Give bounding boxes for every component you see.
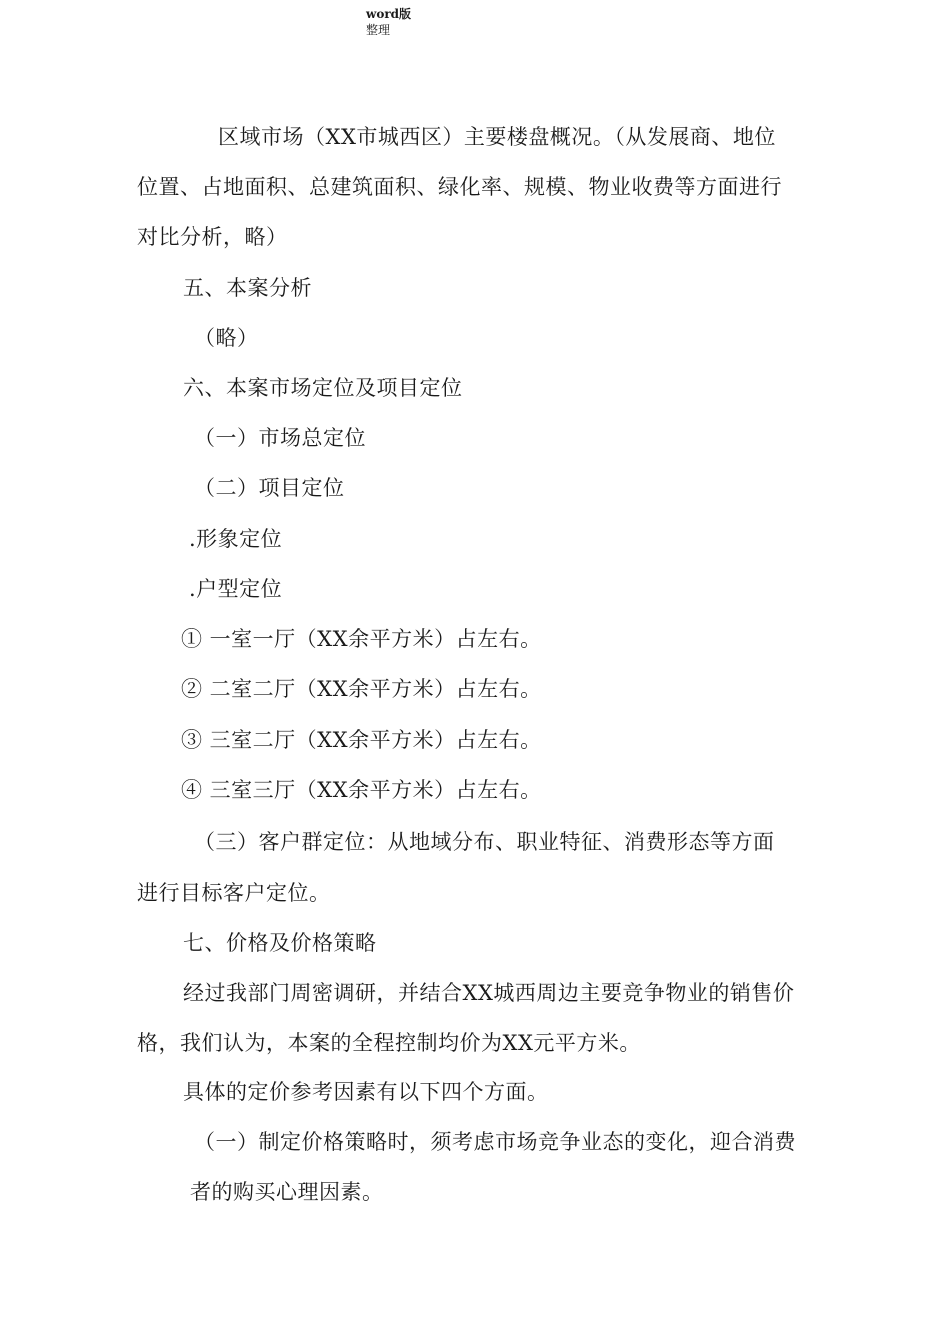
- paragraph-line: 区域市场（XX市城西区）主要楼盘概况。（从发展商、地位: [218, 125, 776, 149]
- list-item: ④ 三室三厅（XX余平方米）占左右。: [181, 778, 542, 802]
- section-heading: 五、本案分析: [183, 276, 312, 300]
- paragraph-line: 者的购买心理因素。: [190, 1180, 384, 1204]
- section-heading: 七、价格及价格策略: [183, 931, 377, 955]
- header-line-1: word版: [366, 7, 412, 21]
- list-item: ③ 三室二厅（XX余平方米）占左右。: [181, 728, 542, 752]
- subsection-heading: （一）制定价格策略时，须考虑市场竞争业态的变化，迎合消费: [194, 1130, 796, 1154]
- paragraph-line: 具体的定价参考因素有以下四个方面。: [183, 1080, 549, 1104]
- paragraph-line: 格，我们认为，本案的全程控制均价为XX元平方米。: [137, 1031, 641, 1055]
- paragraph-line: 进行目标客户定位。: [137, 881, 331, 905]
- header-line-2: 整理: [366, 23, 391, 37]
- list-item: ① 一室一厅（XX余平方米）占左右。: [181, 627, 542, 651]
- paragraph-line: 对比分析，略）: [137, 225, 288, 249]
- list-item: ② 二室二厅（XX余平方米）占左右。: [181, 677, 542, 701]
- page-header: [366, 6, 411, 38]
- subsection-heading: （二）项目定位: [194, 476, 345, 500]
- section-heading: 六、本案市场定位及项目定位: [183, 376, 463, 400]
- subsection-heading: （一）市场总定位: [194, 426, 366, 450]
- paragraph-line: （略）: [194, 326, 259, 350]
- paragraph-line: 位置、占地面积、总建筑面积、绿化率、规模、物业收费等方面进行: [137, 175, 782, 199]
- list-item: .户型定位: [189, 577, 283, 601]
- subsection-heading: （三）客户群定位：从地域分布、职业特征、消费形态等方面: [194, 830, 775, 854]
- paragraph-line: 经过我部门周密调研，并结合XX城西周边主要竞争物业的销售价: [183, 981, 795, 1005]
- list-item: .形象定位: [189, 527, 283, 551]
